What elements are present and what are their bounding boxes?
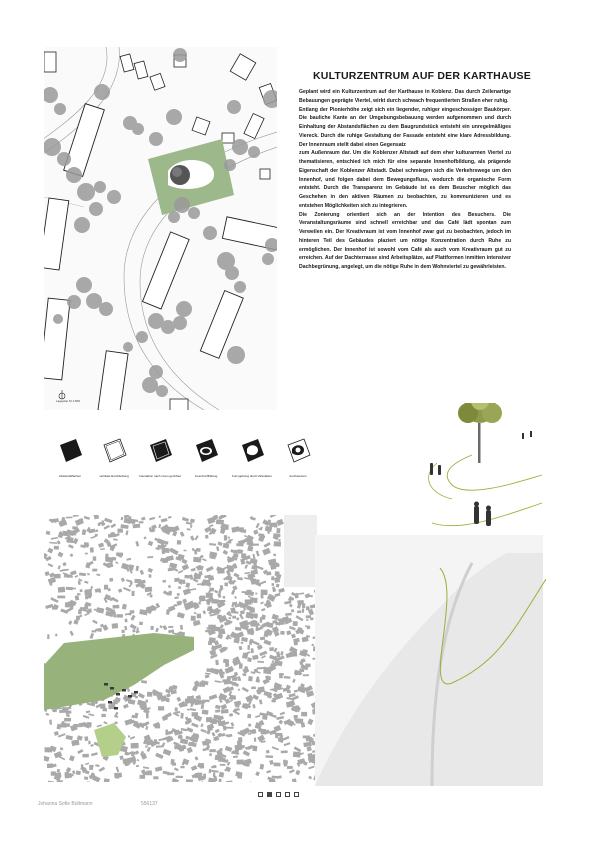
paragraph: Entlang der Pionierhöhe zeigt sich ein liegender, ruhiger eingeschossiger Baukörper. Die bauliche Kante an der Umgebungsbebauung werden aufgenommen und durch Einhaltung der Abstandsflächen zu dem Baugrundstück entsteht ein unregelmäßiges Viereck. Durch die ruhige Gestaltung der Fassade entsteht eine klare Adressbildung. Der Innenraum stellt dabei einen Gegensatz: [299, 106, 511, 148]
diagram-formgebung: [238, 437, 266, 465]
author-name: Johanna Sofie Bültmann: [38, 801, 93, 807]
site-plan-drawing: [44, 47, 277, 410]
diagram-innenhof: [192, 437, 220, 465]
page-indicator: [258, 792, 299, 797]
page-dot[interactable]: [258, 792, 263, 797]
figure-ground-drawing: [44, 515, 317, 782]
page-dot[interactable]: [276, 792, 281, 797]
diagram-label: Innenhof Bildung: [194, 474, 218, 478]
diagram-abstandsflaechen: [56, 437, 84, 465]
diagram-durchsteinen: [284, 437, 312, 465]
diagram-vertikale-erschliessung: [100, 437, 128, 465]
diagram-label: Interaktion nach innen gerichtet: [139, 474, 181, 478]
diagram-interaktion: [146, 437, 174, 465]
perspective-drawing: [312, 403, 546, 786]
paragraph: Die Zonierung orientiert sich an der Intention des Besuchers. Die Veranstaltungsräume sind schnell erreichbar und das Café lädt spontan zum Verweilen ein. Der Kreativraum ist vom Innenhof zwar gut zu beobachten, jedoch im hinteren Teil des Gebäudes plaziert um nötige Konzentration durch Ruhe zu ermöglichen. Der Innenhof ist sowohl vom Café als auch vom Kreativraum gut zu erreichen. Auf der Dachterrasse sind Arbeitsplätze, auf Plattformen inmitten intensiver Dachbegrünung, angelegt, um die nötige Ruhe in dem Wohnviertel zu gewährleisten.: [299, 211, 511, 270]
page-title: KULTURZENTRUM AUF DER KARTHAUSE: [313, 70, 531, 82]
student-id: 556137: [141, 801, 158, 807]
diagram-label: Formgebung durch Zirkulation: [231, 474, 273, 478]
perspective-illustration: [312, 403, 546, 786]
diagram-label: Abstandsflächen: [58, 474, 82, 478]
paragraph: zum Außenraum dar. Um die Koblenzer Altstadt auf dem eher kulturarmen Viertel zu thematisieren, entschied ich mich für eine separate Innenhofbildung, als prägende Eigenschaft der Koblenzer Altstadt. Dabei schmiegen sich die Verkehrswege um den Innenhof, und folgen dabei dem Bewegungsfluss, wodurch die organische Form entsteht. Durch die Transparenz im Gebäude ist es dem Beuscher möglich das Geschehen in den aktiven Räumen zu beobachten, zu kommunizieren und es entstehen Möglichkeiten sich zu integrieren.: [299, 150, 511, 209]
description-text: [299, 88, 511, 272]
page-dot[interactable]: [267, 792, 272, 797]
page-dot[interactable]: [294, 792, 299, 797]
scale-label: Lageplan M 1:500: [56, 399, 81, 403]
site-plan: [44, 47, 277, 410]
figure-ground-map: [44, 515, 317, 782]
tree-icon: [458, 403, 502, 463]
page-dot[interactable]: [285, 792, 290, 797]
paragraph: Geplant wird ein Kulturzentrum auf der Karthause in Koblenz. Das durch Zeilenartige Bebauungen geprägte Viertel, wirkt durch schwach frequentierten Straßen eher ruhig.: [299, 89, 511, 104]
diagram-label: vertikale Erschließung: [99, 474, 129, 478]
diagram-label: durchsteinen: [289, 474, 307, 478]
